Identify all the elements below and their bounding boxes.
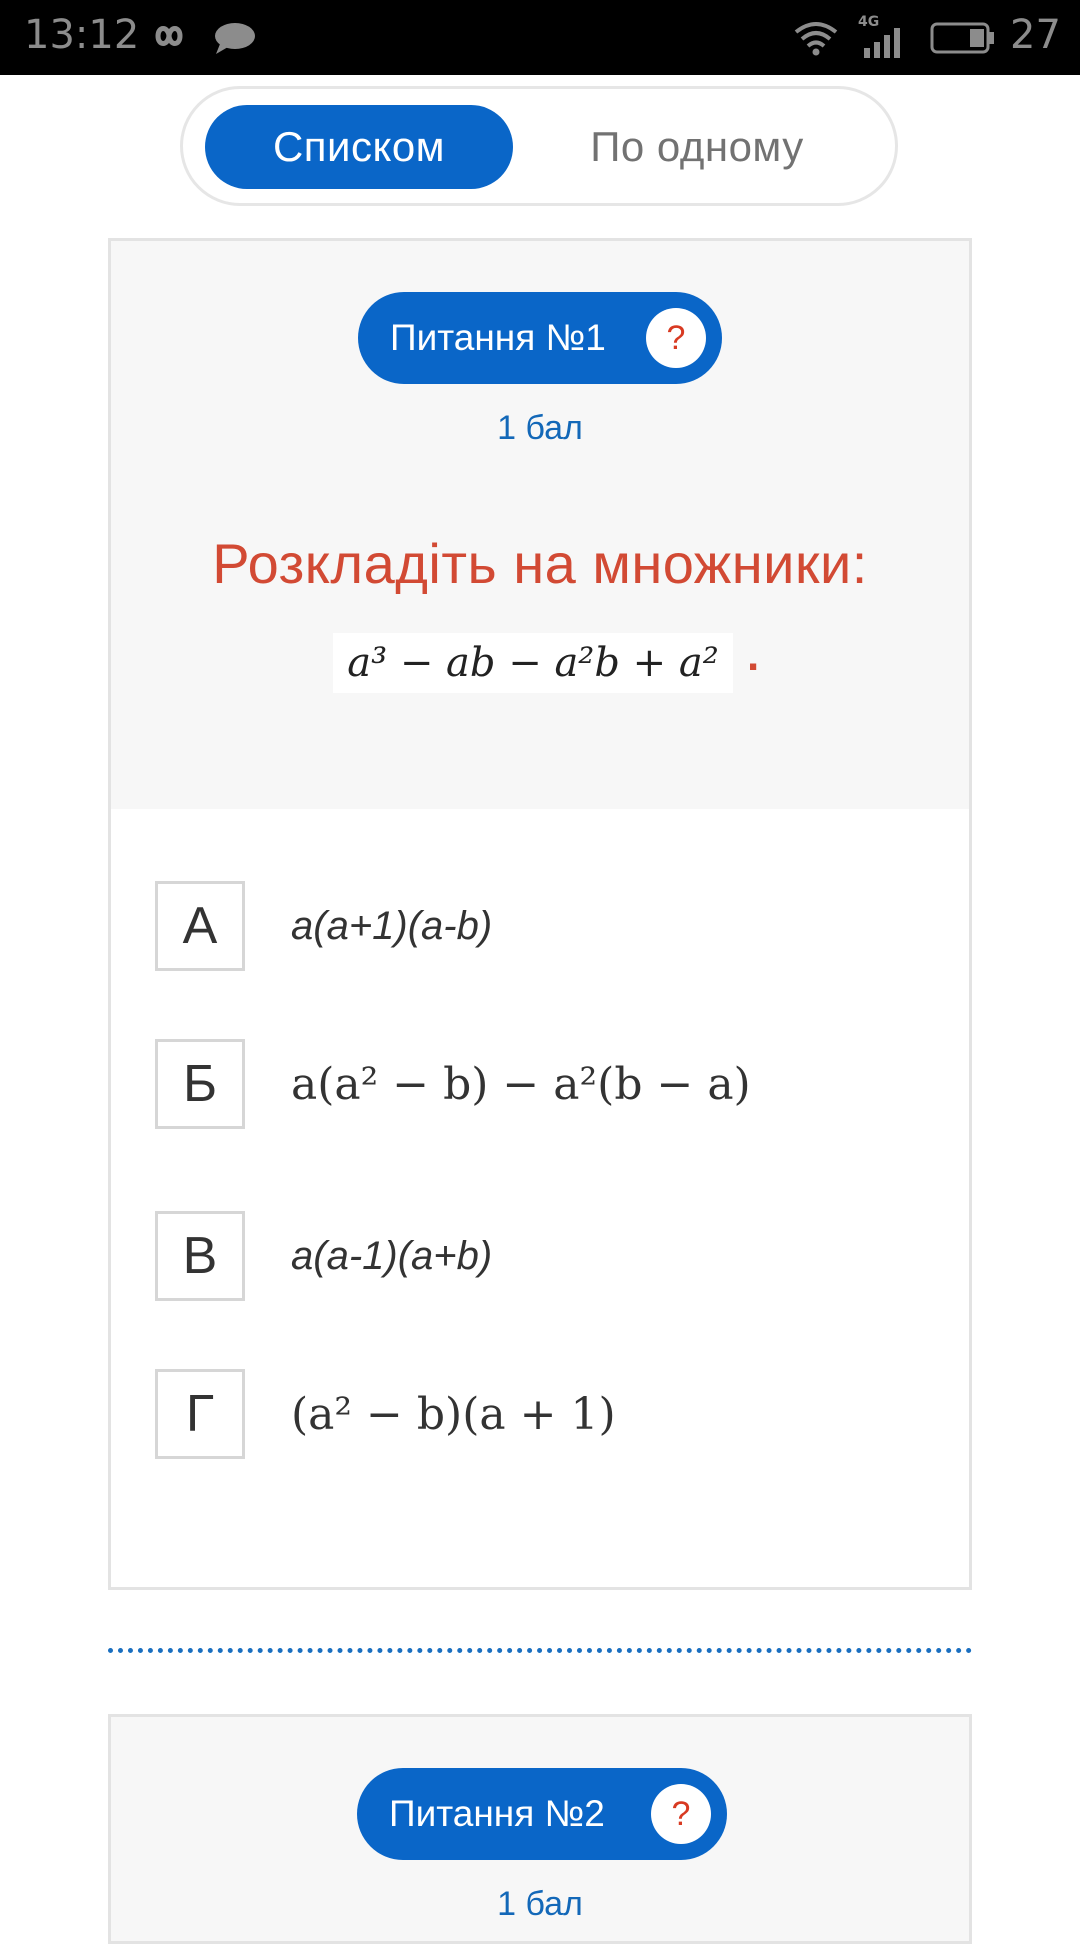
answer-text: a(a+1)(a-b) — [291, 903, 493, 948]
answer-option[interactable] — [155, 1369, 915, 1459]
answer-letter-box[interactable]: А — [155, 881, 245, 971]
signal-icon — [862, 22, 910, 58]
answer-text: (a² − b)(a + 1) — [291, 1388, 616, 1440]
answer-option[interactable] — [155, 1039, 915, 1129]
battery-icon — [930, 22, 996, 54]
question-number-label: Питання №1 — [390, 317, 606, 358]
infinity-icon — [146, 16, 192, 56]
status-time: 13:12 — [24, 12, 140, 58]
question-divider — [108, 1648, 972, 1653]
chat-icon — [212, 20, 256, 56]
question-points: 1 бал — [497, 1885, 583, 1923]
question-title: Розкладіть на множники: — [212, 532, 868, 595]
question-points: 1 бал — [497, 409, 583, 447]
answer-letter-box[interactable]: Г — [155, 1369, 245, 1459]
list-view-button[interactable]: Списком — [205, 105, 513, 189]
status-bar — [0, 0, 1080, 75]
question-number-label: Питання №2 — [389, 1793, 605, 1834]
formula-period: . — [747, 631, 760, 680]
question-card — [108, 238, 972, 1590]
battery-level: 27 — [1010, 12, 1061, 58]
answer-letter-box[interactable]: В — [155, 1211, 245, 1301]
question-formula: a³ − ab − a²b + a² — [333, 633, 733, 693]
question-card — [108, 1714, 972, 1944]
answer-option[interactable] — [155, 881, 915, 971]
question-number-badge — [358, 292, 722, 384]
answer-text: a(a-1)(a+b) — [291, 1233, 493, 1278]
answer-text: a(a² − b) − a²(b − a) — [291, 1058, 751, 1110]
view-mode-toggle — [180, 86, 898, 206]
help-icon[interactable]: ? — [646, 308, 706, 368]
question-number-badge — [357, 1768, 727, 1860]
one-by-one-button[interactable]: По одному — [590, 123, 804, 170]
network-type: 4G — [858, 14, 880, 30]
answer-letter-box[interactable]: Б — [155, 1039, 245, 1129]
help-icon[interactable]: ? — [651, 1784, 711, 1844]
wifi-icon — [792, 18, 840, 58]
answer-option[interactable] — [155, 1211, 915, 1301]
question-header — [111, 241, 969, 809]
